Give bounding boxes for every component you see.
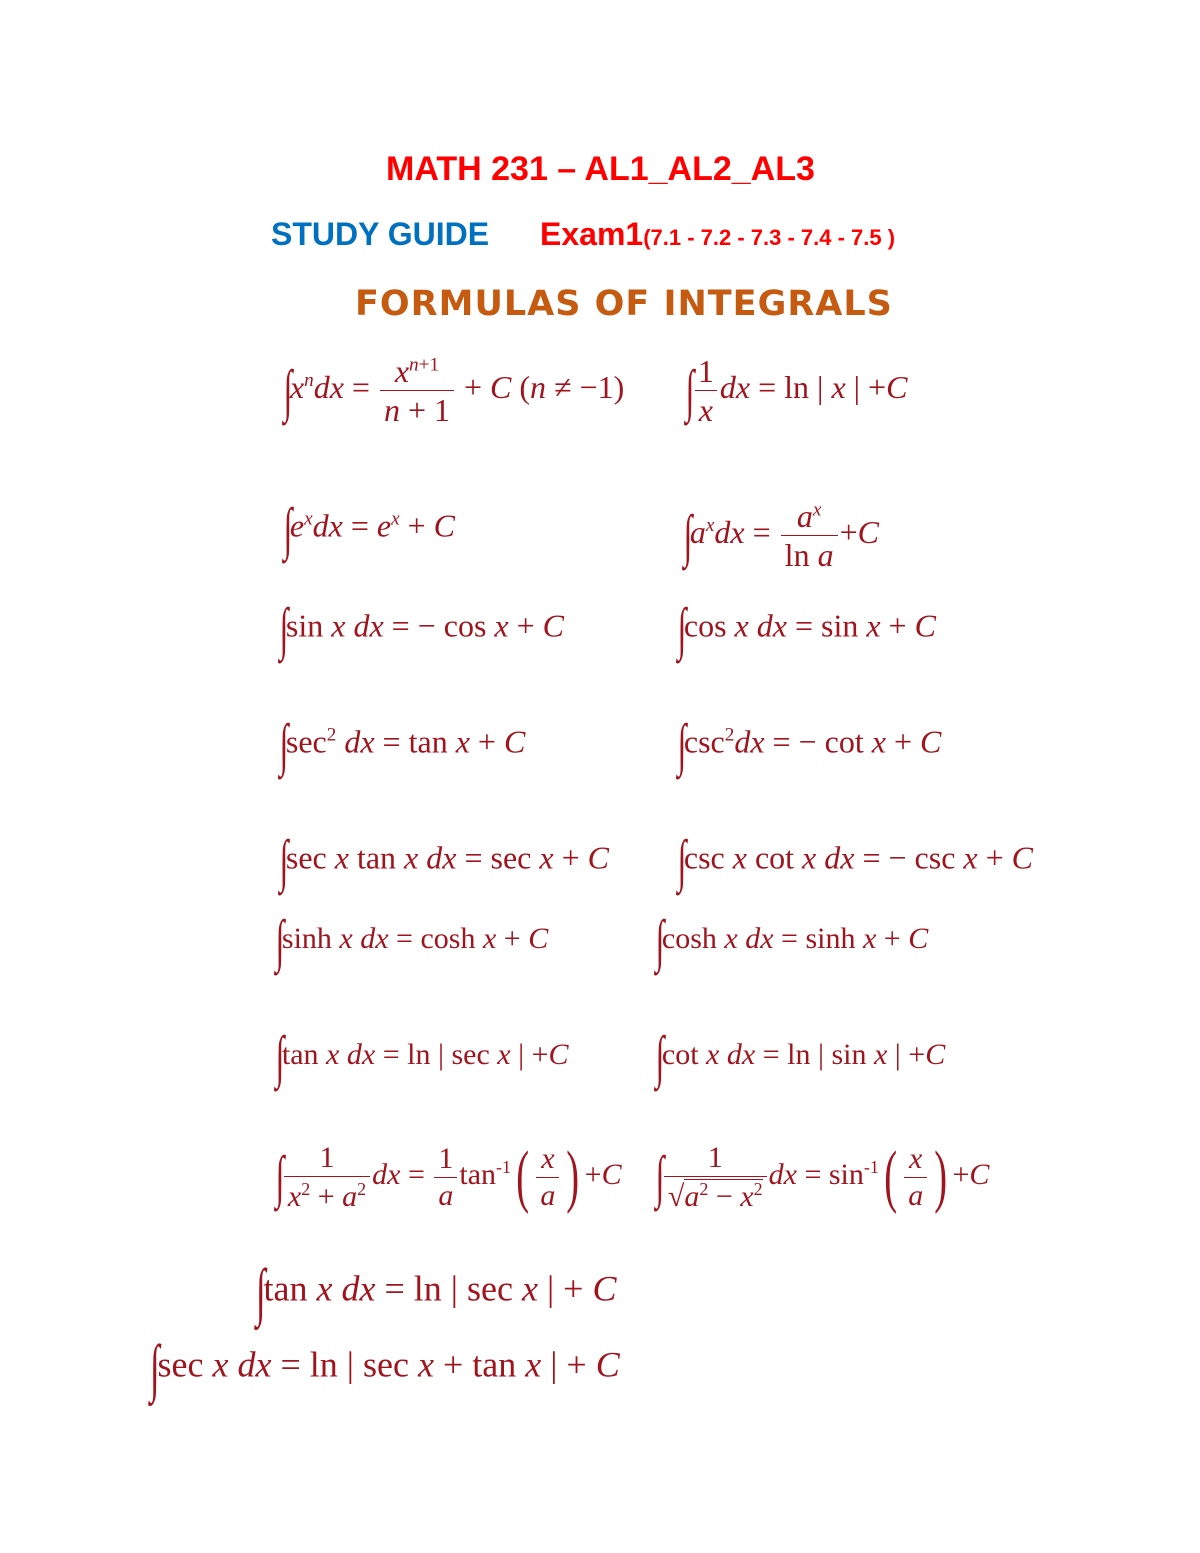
formula-power-rule: $\int x^ndx$ = $\frac{x^{n+1}}{n + 1}$ + C (n ≠ −1)	[283, 353, 625, 428]
formula-tan-large: ∫tan x dx = ln | sec x | + C	[255, 1256, 617, 1327]
formula-cos: ∫cos x dx = sin x + C	[677, 596, 936, 661]
formula-sec-tan: ∫sec x tan x dx = sec x + C	[279, 828, 609, 893]
formula-sec-large: ∫sec x dx = ln | sec x + tan x | + C	[149, 1332, 620, 1403]
formula-reciprocal: ∫ $\frac{1}{x}$ dx = ln | x | +C	[685, 353, 908, 428]
formula-tan: ∫tan x dx = ln | sec x | +C	[275, 1024, 569, 1089]
formula-csc-cot: ∫csc x cot x dx = − csc x + C	[677, 828, 1033, 893]
formula-sec-squared: $\int\sec^2$ dx = tan x + C	[279, 712, 526, 777]
exam-label	[540, 216, 895, 253]
exam-sections: (7.1 - 7.2 - 7.3 - 7.4 - 7.5 )	[643, 225, 896, 250]
exam-name: Exam1	[540, 216, 644, 252]
formula-cot: ∫cot x dx = ln | sin x | +C	[655, 1024, 946, 1089]
formula-exponential-a: $\int a^xdx$ = $\frac{a^x}{\text{ln a}}$ +C	[683, 498, 879, 573]
formula-sin: ∫sin x dx = − cos x + C	[279, 596, 564, 661]
formula-csc-squared: $\int\csc^2dx$ = − cot x + C	[677, 712, 942, 777]
course-title: MATH 231 – AL1_AL2_AL3	[386, 150, 815, 188]
study-guide-label: STUDY GUIDE	[271, 216, 490, 252]
formulas-heading: FORMULAS OF INTEGRALS	[355, 284, 893, 324]
formula-arcsin: ∫ $\frac{1}{√a^2 - x^2}$ dx = $\sin^{-1}$( $\frac{x}{a}$ ) +C	[655, 1138, 990, 1215]
formula-cosh: ∫cosh x dx = sinh x + C	[655, 908, 929, 973]
formula-sinh: ∫sinh x dx = cosh x + C	[275, 908, 549, 973]
formula-arctan: ∫ $\frac{1}{x^2 + a^2}$ dx = $\frac{1}{a}$ $\tan^{-1}$( $\frac{x}{a}$ ) +C	[275, 1138, 622, 1215]
formula-exponential-e: $\int e^xdx = e^x + C$	[283, 496, 455, 561]
